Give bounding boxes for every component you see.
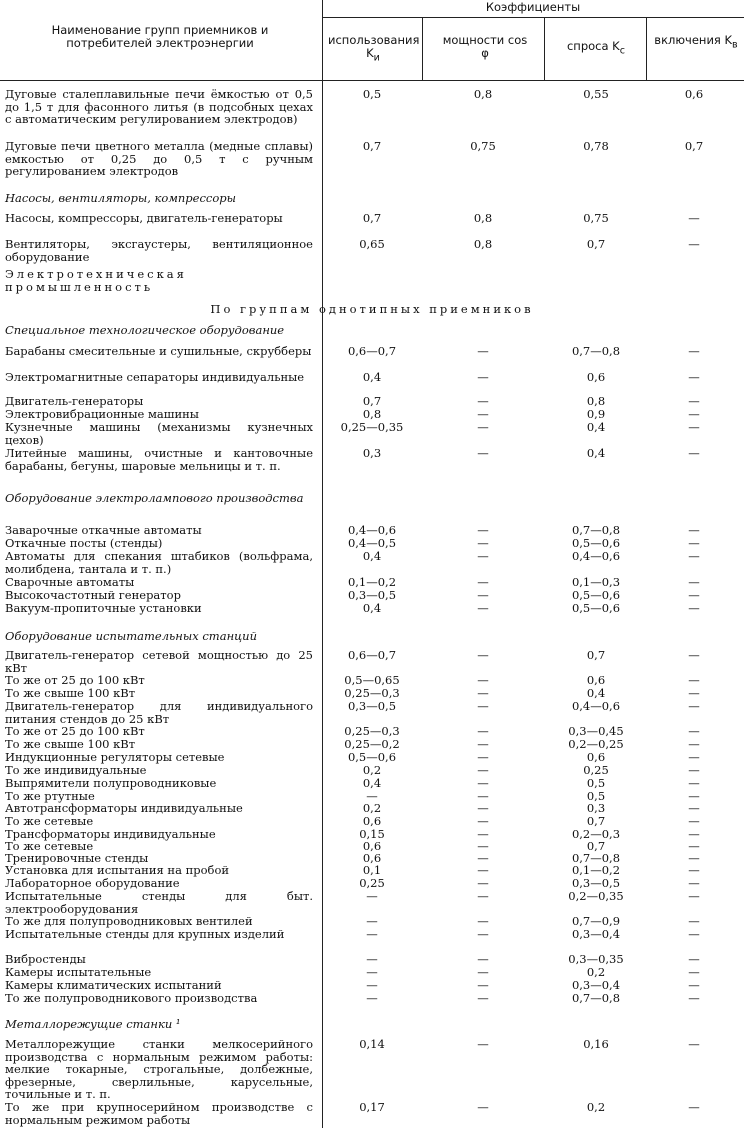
row-name: То же сетевые bbox=[5, 839, 94, 853]
header-bottom-rule bbox=[0, 80, 744, 81]
section-heading: Специальное технологическое оборудование bbox=[5, 323, 285, 337]
cell-power: — bbox=[477, 851, 489, 865]
cell-demand: 0,7 bbox=[586, 237, 606, 251]
section-heading: Металлорежущие станки ¹ bbox=[5, 1017, 181, 1031]
cell-switching: 0,6 bbox=[684, 87, 704, 101]
row-name: Вакуум-пропиточные установки bbox=[5, 601, 202, 615]
header-col-power: мощности cos φ bbox=[442, 33, 528, 60]
cell-usage: 0,1—0,2 bbox=[347, 575, 397, 589]
cell-power: — bbox=[477, 575, 489, 589]
cell-usage: 0,14 bbox=[359, 1037, 385, 1051]
cell-switching: — bbox=[688, 724, 700, 738]
cell-power: — bbox=[477, 737, 489, 751]
header-col-usage bbox=[328, 34, 418, 64]
cell-switching: — bbox=[688, 737, 700, 751]
cell-switching: — bbox=[688, 575, 700, 589]
row-name: Установка для испытания на пробой bbox=[5, 863, 230, 877]
row-name: То же полупроводникового производства bbox=[5, 991, 258, 1005]
row-name: Металлорежущие станки мелкосерийного производства с нормальным режимом работы: мелкие токарные, строгальные, долбежные, фрезерные, сверлильные, карусельные, точильные и т. п. bbox=[5, 1037, 313, 1101]
cell-power: — bbox=[477, 814, 489, 828]
cell-power: — bbox=[477, 394, 489, 408]
cell-switching: — bbox=[688, 549, 700, 563]
cell-demand: 0,7—0,8 bbox=[571, 523, 621, 537]
row-name: То же свыше 100 кВт bbox=[5, 737, 136, 751]
cell-power: — bbox=[477, 420, 489, 434]
cell-switching: — bbox=[688, 952, 700, 966]
cell-usage: 0,2 bbox=[362, 801, 382, 815]
cell-usage: — bbox=[366, 952, 378, 966]
cell-switching: — bbox=[688, 978, 700, 992]
cell-usage: 0,4—0,5 bbox=[347, 536, 397, 550]
cell-usage: 0,25—0,2 bbox=[344, 737, 400, 751]
cell-usage: 0,5—0,6 bbox=[347, 750, 397, 764]
cell-usage: — bbox=[366, 889, 378, 903]
header-group-title: Наименование групп приемников и потребителей электроэнергии bbox=[51, 23, 269, 50]
header-col-switching-label: включения K bbox=[654, 33, 733, 47]
cell-switching: — bbox=[688, 1037, 700, 1051]
cell-usage: — bbox=[366, 914, 378, 928]
cell-demand: 0,2 bbox=[586, 965, 606, 979]
row-name: Автотрансформаторы индивидуальные bbox=[5, 801, 243, 815]
row-name: Лабораторное оборудование bbox=[5, 876, 180, 890]
cell-switching: — bbox=[688, 370, 700, 384]
cell-switching: — bbox=[688, 801, 700, 815]
cell-switching: — bbox=[688, 927, 700, 941]
row-name: Выпрямители полупроводниковые bbox=[5, 776, 217, 790]
cell-demand: 0,4 bbox=[586, 420, 606, 434]
cell-demand: 0,3—0,35 bbox=[568, 952, 624, 966]
row-name: Испытательные стенды для быт. электрооборудования bbox=[5, 889, 313, 916]
cell-usage: 0,4 bbox=[362, 549, 382, 563]
cell-usage: 0,3—0,5 bbox=[347, 699, 397, 713]
row-name: То же ртутные bbox=[5, 789, 95, 803]
cell-usage: 0,17 bbox=[359, 1100, 385, 1114]
cell-demand: 0,5—0,6 bbox=[571, 588, 621, 602]
cell-usage: 0,7 bbox=[362, 211, 382, 225]
cell-switching: — bbox=[688, 394, 700, 408]
column-divider-3 bbox=[646, 18, 647, 80]
row-name: То же от 25 до 100 кВт bbox=[5, 673, 145, 687]
column-divider-1 bbox=[422, 18, 423, 80]
cell-usage: 0,4 bbox=[362, 776, 382, 790]
row-name: Камеры испытательные bbox=[5, 965, 152, 979]
cell-power: — bbox=[477, 776, 489, 790]
cell-demand: 0,7—0,8 bbox=[571, 851, 621, 865]
cell-usage: 0,6—0,7 bbox=[347, 648, 397, 662]
header-col-demand-sub: с bbox=[619, 45, 626, 57]
cell-usage: 0,4 bbox=[362, 601, 382, 615]
cell-power: — bbox=[477, 978, 489, 992]
cell-usage: — bbox=[366, 978, 378, 992]
column-divider-name bbox=[322, 0, 323, 1128]
row-name: То же сетевые bbox=[5, 814, 94, 828]
cell-power: — bbox=[477, 446, 489, 460]
cell-power: — bbox=[477, 789, 489, 803]
cell-power: — bbox=[477, 549, 489, 563]
cell-usage: 0,15 bbox=[359, 827, 385, 841]
cell-usage: 0,25 bbox=[359, 876, 385, 890]
cell-demand: 0,7 bbox=[586, 648, 606, 662]
cell-power: — bbox=[477, 648, 489, 662]
cell-switching: — bbox=[688, 827, 700, 841]
cell-power: — bbox=[477, 863, 489, 877]
cell-demand: 0,2—0,25 bbox=[568, 737, 624, 751]
cell-power: — bbox=[477, 839, 489, 853]
cell-power: — bbox=[477, 927, 489, 941]
cell-power: — bbox=[477, 827, 489, 841]
row-name: Камеры климатических испытаний bbox=[5, 978, 222, 992]
section-heading: Оборудование электролампового производства bbox=[5, 491, 304, 505]
cell-demand: 0,7 bbox=[586, 814, 606, 828]
cell-demand: 0,5 bbox=[586, 776, 606, 790]
cell-switching: 0,7 bbox=[684, 139, 704, 153]
row-name: Сварочные автоматы bbox=[5, 575, 135, 589]
cell-usage: 0,3 bbox=[362, 446, 382, 460]
row-name: Трансформаторы индивидуальные bbox=[5, 827, 216, 841]
cell-power: — bbox=[477, 686, 489, 700]
cell-switching: — bbox=[688, 446, 700, 460]
cell-power: — bbox=[477, 965, 489, 979]
cell-demand: 0,4—0,6 bbox=[571, 699, 621, 713]
cell-switching: — bbox=[688, 991, 700, 1005]
row-name: Индукционные регуляторы сетевые bbox=[5, 750, 225, 764]
row-name: Литейные машины, очистные и кантовочные барабаны, бегуны, шаровые мельницы и т. п. bbox=[5, 446, 313, 473]
cell-usage: 0,4—0,6 bbox=[347, 523, 397, 537]
cell-demand: 0,5—0,6 bbox=[571, 601, 621, 615]
header-col-demand-label: спроса K bbox=[566, 39, 620, 53]
cell-power: — bbox=[477, 750, 489, 764]
cell-power: — bbox=[477, 991, 489, 1005]
cell-switching: — bbox=[688, 839, 700, 853]
cell-switching: — bbox=[688, 407, 700, 421]
cell-demand: 0,5 bbox=[586, 789, 606, 803]
row-name: То же от 25 до 100 кВт bbox=[5, 724, 145, 738]
cell-power: 0,8 bbox=[473, 87, 493, 101]
cell-demand: 0,25 bbox=[583, 763, 609, 777]
cell-demand: 0,2 bbox=[586, 1100, 606, 1114]
cell-switching: — bbox=[688, 686, 700, 700]
cell-usage: 0,7 bbox=[362, 139, 382, 153]
header-col-switching bbox=[652, 34, 740, 51]
cell-demand: 0,7—0,8 bbox=[571, 991, 621, 1005]
cell-demand: 0,4 bbox=[586, 446, 606, 460]
cell-switching: — bbox=[688, 588, 700, 602]
cell-switching: — bbox=[688, 851, 700, 865]
cell-switching: — bbox=[688, 344, 700, 358]
cell-switching: — bbox=[688, 536, 700, 550]
row-name: Барабаны смесительные и сушильные, скрубберы bbox=[5, 344, 312, 358]
cell-demand: 0,9 bbox=[586, 407, 606, 421]
group-title: По группам однотипных приемников bbox=[210, 302, 534, 316]
cell-usage: 0,3—0,5 bbox=[347, 588, 397, 602]
cell-demand: 0,6 bbox=[586, 750, 606, 764]
cell-demand: 0,75 bbox=[583, 211, 609, 225]
cell-usage: 0,6—0,7 bbox=[347, 344, 397, 358]
cell-demand: 0,7—0,9 bbox=[571, 914, 621, 928]
cell-usage: 0,8 bbox=[362, 407, 382, 421]
cell-demand: 0,3 bbox=[586, 801, 606, 815]
cell-power: — bbox=[477, 588, 489, 602]
row-name: Высокочастотный генератор bbox=[5, 588, 181, 602]
cell-switching: — bbox=[688, 750, 700, 764]
cell-demand: 0,1—0,3 bbox=[571, 575, 621, 589]
cell-demand: 0,5—0,6 bbox=[571, 536, 621, 550]
cell-demand: 0,8 bbox=[586, 394, 606, 408]
cell-power: — bbox=[477, 601, 489, 615]
cell-power: — bbox=[477, 673, 489, 687]
row-name: Двигатель-генератор для индивидуального питания стендов до 25 кВт bbox=[5, 699, 313, 726]
cell-power: — bbox=[477, 1037, 489, 1051]
cell-power: — bbox=[477, 952, 489, 966]
cell-power: — bbox=[477, 724, 489, 738]
cell-switching: — bbox=[688, 648, 700, 662]
cell-switching: — bbox=[688, 673, 700, 687]
cell-switching: — bbox=[688, 914, 700, 928]
cell-demand: 0,3—0,4 bbox=[571, 978, 621, 992]
cell-demand: 0,2—0,3 bbox=[571, 827, 621, 841]
cell-usage: 0,5 bbox=[362, 87, 382, 101]
section-heading: Насосы, вентиляторы, компрессоры bbox=[5, 191, 236, 205]
row-name: То же при крупносерийном производстве с нормальным режимом работы bbox=[5, 1100, 313, 1127]
row-name: То же индивидуальные bbox=[5, 763, 147, 777]
cell-power: — bbox=[477, 889, 489, 903]
cell-switching: — bbox=[688, 789, 700, 803]
row-name: Двигатель-генераторы bbox=[5, 394, 144, 408]
cell-power: — bbox=[477, 876, 489, 890]
cell-switching: — bbox=[688, 965, 700, 979]
column-divider-2 bbox=[544, 18, 545, 80]
cell-demand: 0,1—0,2 bbox=[571, 863, 621, 877]
row-name: Дуговые сталеплавильные печи ёмкостью от 0,5 до 1,5 т для фасонного литья (в подсобных цехах с автоматическим регулированием электродов) bbox=[5, 87, 313, 126]
header-coefficients-title: Коэффициенты bbox=[485, 0, 581, 14]
cell-demand: 0,78 bbox=[583, 139, 609, 153]
row-name: Электромагнитные сепараторы индивидуальные bbox=[5, 370, 305, 384]
row-name: Вентиляторы, эксгаустеры, вентиляционное оборудование bbox=[5, 237, 313, 264]
cell-demand: 0,55 bbox=[583, 87, 609, 101]
cell-power: — bbox=[477, 763, 489, 777]
row-name: Насосы, компрессоры, двигатель-генераторы bbox=[5, 211, 283, 225]
row-name: Электротехническая промышленность bbox=[5, 267, 187, 294]
cell-usage: 0,25—0,35 bbox=[340, 420, 404, 434]
row-name: Откачные посты (стенды) bbox=[5, 536, 163, 550]
row-name: Двигатель-генератор сетевой мощностью до 25 кВт bbox=[5, 648, 313, 675]
cell-power: — bbox=[477, 407, 489, 421]
cell-demand: 0,2—0,35 bbox=[568, 889, 624, 903]
cell-switching: — bbox=[688, 1100, 700, 1114]
row-name: Электровибрационные машины bbox=[5, 407, 199, 421]
cell-power: — bbox=[477, 523, 489, 537]
cell-usage: 0,65 bbox=[359, 237, 385, 251]
cell-demand: 0,3—0,4 bbox=[571, 927, 621, 941]
cell-power: 0,75 bbox=[470, 139, 496, 153]
cell-usage: 0,4 bbox=[362, 370, 382, 384]
cell-demand: 0,3—0,5 bbox=[571, 876, 621, 890]
cell-switching: — bbox=[688, 523, 700, 537]
cell-power: — bbox=[477, 370, 489, 384]
cell-demand: 0,7—0,8 bbox=[571, 344, 621, 358]
header-col-demand bbox=[548, 40, 644, 57]
cell-demand: 0,4—0,6 bbox=[571, 549, 621, 563]
cell-switching: — bbox=[688, 211, 700, 225]
cell-usage: 0,6 bbox=[362, 814, 382, 828]
cell-power: — bbox=[477, 801, 489, 815]
cell-demand: 0,3—0,45 bbox=[568, 724, 624, 738]
cell-switching: — bbox=[688, 763, 700, 777]
row-name: Испытательные стенды для крупных изделий bbox=[5, 927, 285, 941]
cell-switching: — bbox=[688, 776, 700, 790]
cell-demand: 0,6 bbox=[586, 673, 606, 687]
cell-switching: — bbox=[688, 889, 700, 903]
cell-usage: 0,7 bbox=[362, 394, 382, 408]
cell-demand: 0,4 bbox=[586, 686, 606, 700]
cell-usage: 0,25—0,3 bbox=[344, 724, 400, 738]
cell-usage: 0,6 bbox=[362, 839, 382, 853]
row-name: Вибростенды bbox=[5, 952, 86, 966]
section-heading: Оборудование испытательных станций bbox=[5, 629, 257, 643]
cell-switching: — bbox=[688, 863, 700, 877]
cell-power: 0,8 bbox=[473, 211, 493, 225]
cell-power: — bbox=[477, 344, 489, 358]
cell-switching: — bbox=[688, 876, 700, 890]
cell-demand: 0,16 bbox=[583, 1037, 609, 1051]
cell-usage: 0,5—0,65 bbox=[344, 673, 400, 687]
row-name: Автоматы для спекания штабиков (вольфрама, молибдена, тантала и т. п.) bbox=[5, 549, 313, 576]
cell-usage: 0,6 bbox=[362, 851, 382, 865]
cell-power: — bbox=[477, 536, 489, 550]
cell-demand: 0,6 bbox=[586, 370, 606, 384]
row-name: Тренировочные стенды bbox=[5, 851, 149, 865]
header-subdivider bbox=[322, 17, 744, 18]
cell-power: — bbox=[477, 699, 489, 713]
cell-usage: — bbox=[366, 927, 378, 941]
cell-power: — bbox=[477, 1100, 489, 1114]
header-col-switching-sub: в bbox=[732, 39, 738, 51]
row-name: Кузнечные машины (механизмы кузнечных цехов) bbox=[5, 420, 313, 447]
cell-demand: 0,7 bbox=[586, 839, 606, 853]
cell-usage: 0,2 bbox=[362, 763, 382, 777]
cell-usage: — bbox=[366, 991, 378, 1005]
cell-usage: — bbox=[366, 789, 378, 803]
cell-usage: 0,25—0,3 bbox=[344, 686, 400, 700]
cell-usage: — bbox=[366, 965, 378, 979]
row-name: То же для полупроводниковых вентилей bbox=[5, 914, 253, 928]
cell-usage: 0,1 bbox=[362, 863, 382, 877]
cell-switching: — bbox=[688, 237, 700, 251]
header-col-usage-label: использования K bbox=[328, 33, 420, 60]
cell-power: — bbox=[477, 914, 489, 928]
header-col-usage-sub: и bbox=[373, 52, 380, 64]
row-name: Заварочные откачные автоматы bbox=[5, 523, 202, 537]
cell-switching: — bbox=[688, 814, 700, 828]
cell-switching: — bbox=[688, 601, 700, 615]
cell-switching: — bbox=[688, 420, 700, 434]
row-name: Дуговые печи цветного металла (медные сплавы) емкостью от 0,25 до 0,5 т с ручным регулированием электродов bbox=[5, 139, 313, 178]
cell-switching: — bbox=[688, 699, 700, 713]
row-name: То же свыше 100 кВт bbox=[5, 686, 136, 700]
cell-power: 0,8 bbox=[473, 237, 493, 251]
